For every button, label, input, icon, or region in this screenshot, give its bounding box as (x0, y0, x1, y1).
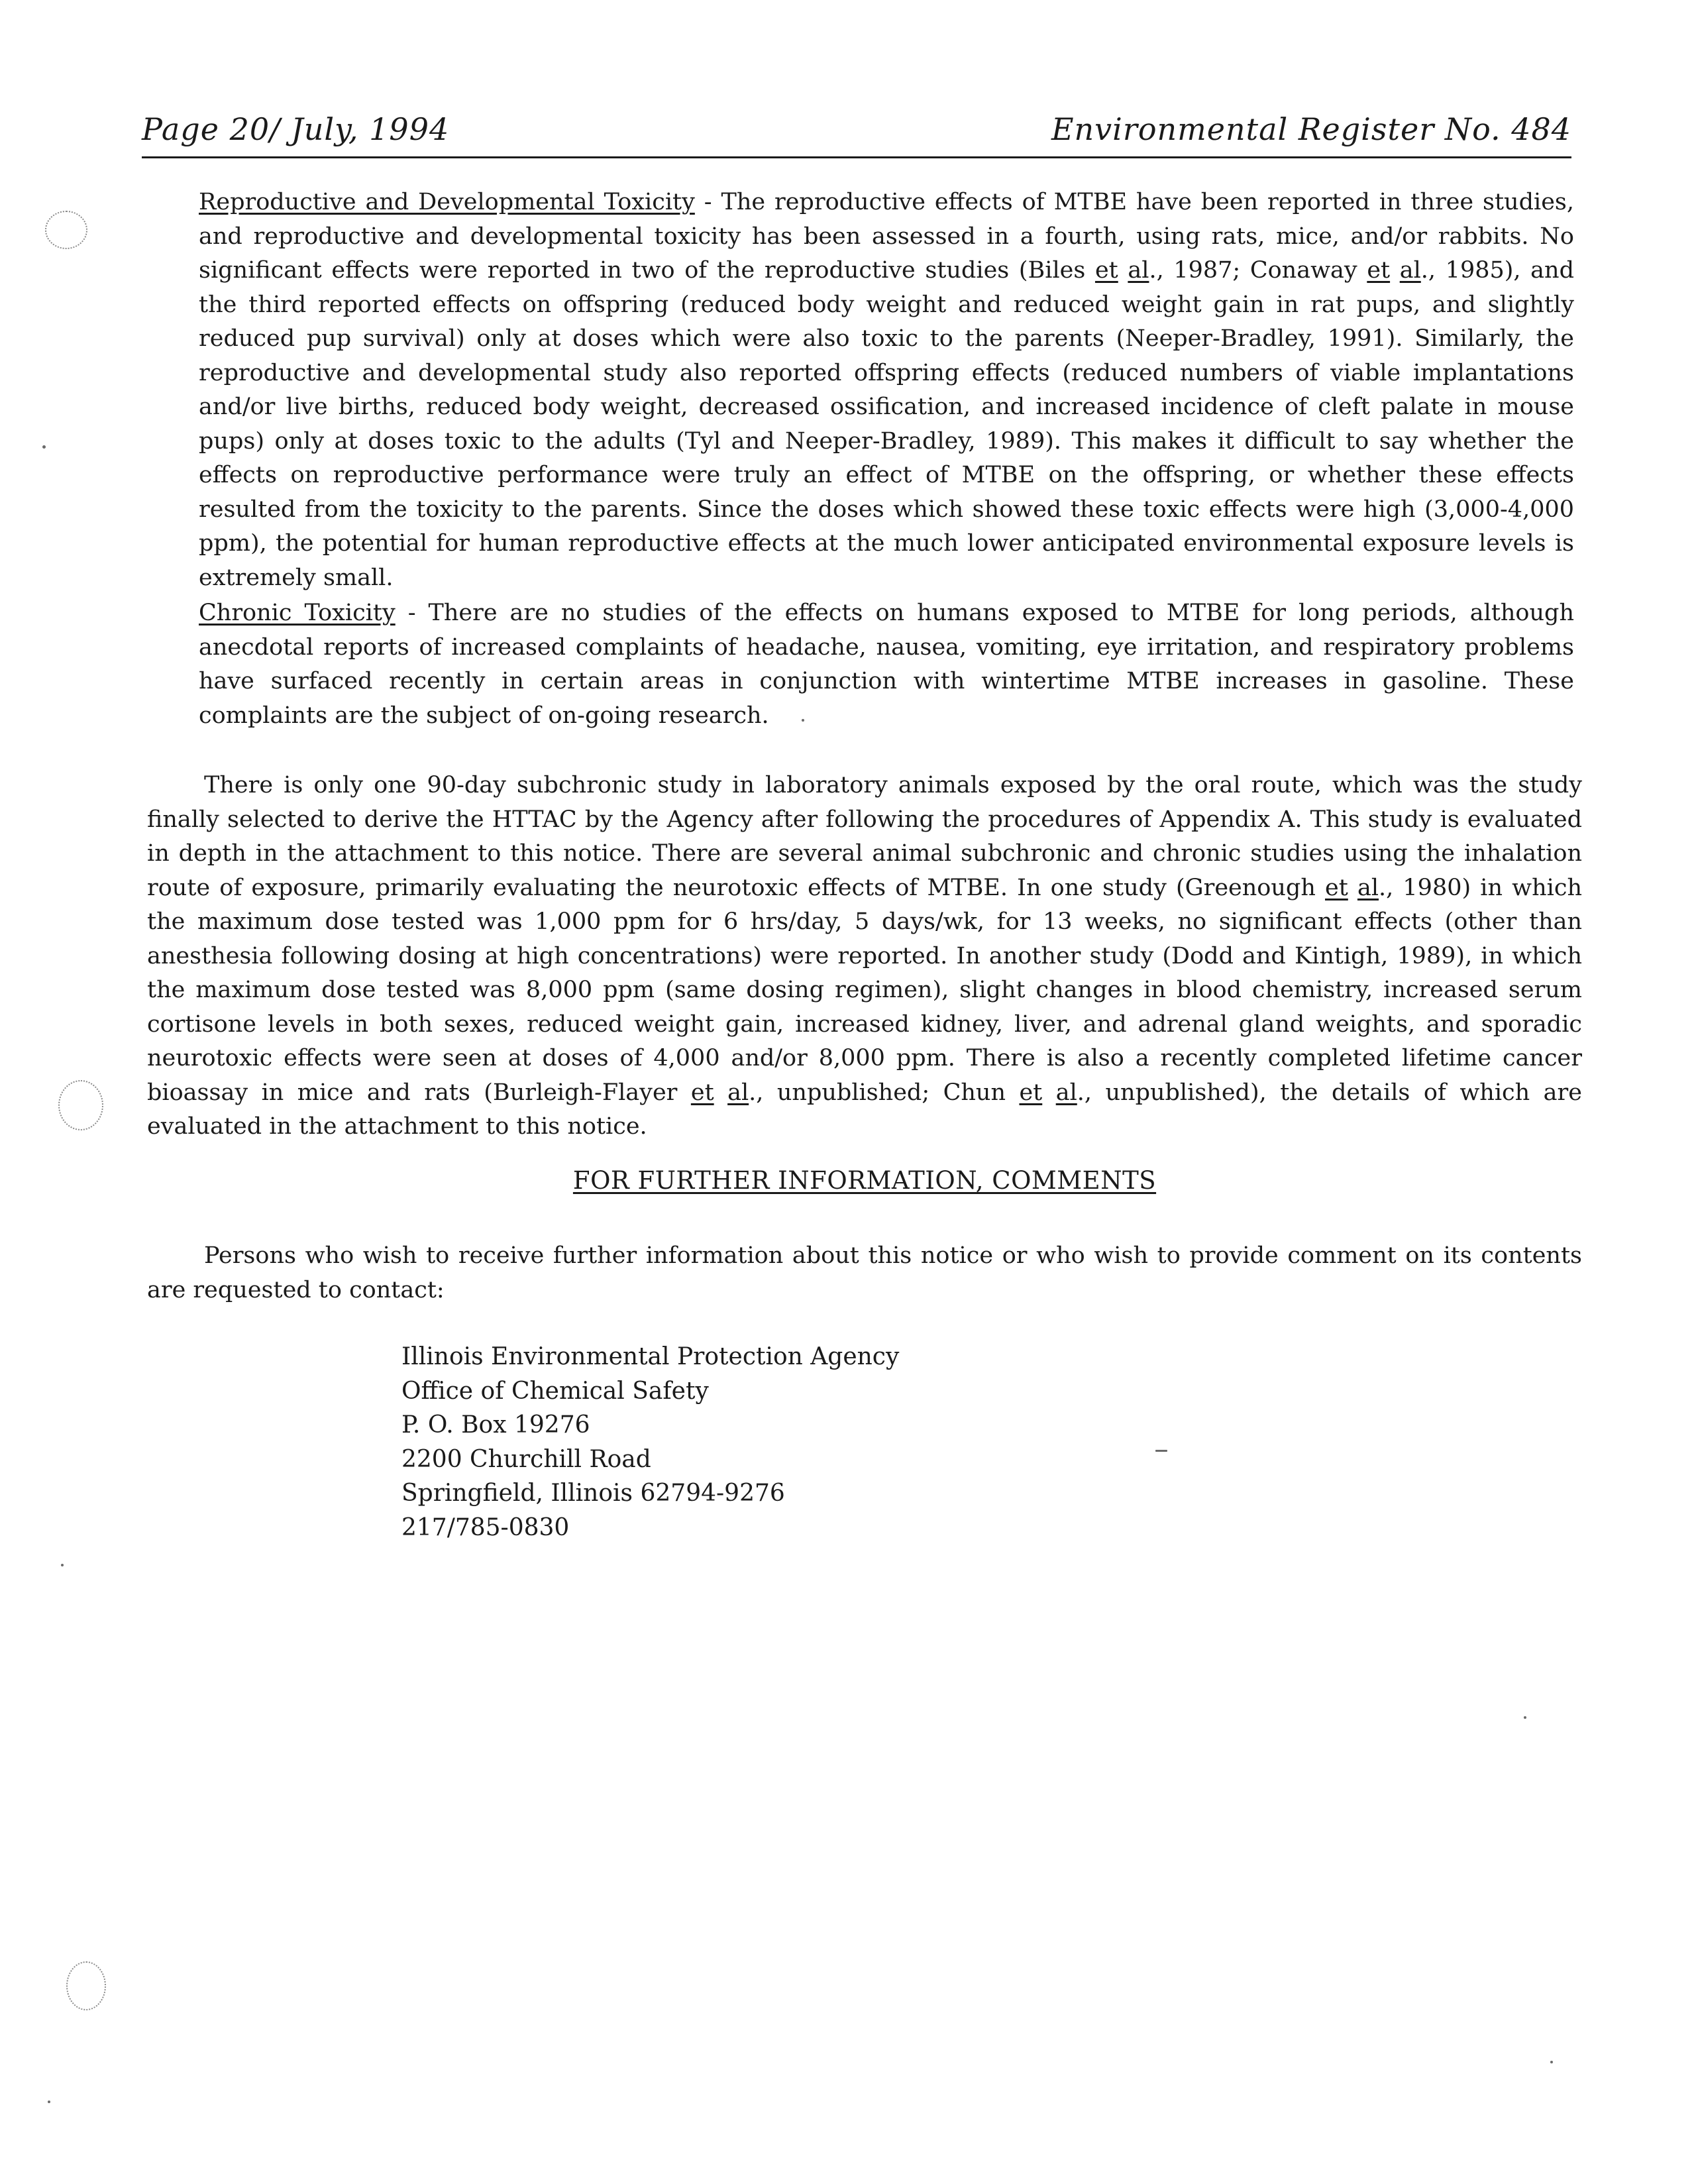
subchronic-text-1: There is only one 90-day subchronic study in laboratory animals exposed by the oral route, which was the study finally selected to derive the HTTAC by the Agency after following the procedures of Appendix A. This study is evaluated in depth in the attachment to this notice. There are several animal subchronic and chronic studies using the inhalation route of exposure, primarily evaluating the neurotoxic effects of MTBE. In one study (Greenough (147, 772, 1582, 901)
contact-address-block (401, 1340, 899, 1545)
scan-artifact (58, 1080, 103, 1130)
contact-request-paragraph: Persons who wish to receive further information about this notice or who wish to provide comment on its contents are requested to contact: (147, 1242, 1582, 1303)
et-al-al: al (1357, 874, 1379, 901)
et-al-et: et (1325, 874, 1348, 901)
scan-artifact (66, 1961, 106, 2010)
header-page-date: Page 20/ July, 1994 (142, 111, 450, 147)
scan-speck (802, 719, 804, 722)
reproductive-text-c: ., 1985), and the third reported effects on offspring (reduced body weight and reduced weight gain in rat pups, and slightly reduced pup survival) only at doses which were also toxic to the parents (Neeper-Bradley, 1991). Similarly, the reproductive and developmental study also reported offspring effects (reduced numbers of viable implantations and/or live births, reduced body weight, decreased ossification, and increased incidence of cleft palate in mouse pups) only at doses toxic to the adults (Tyl and Neeper-Bradley, 1989). This makes it difficult to say whether the effects on reproductive performance were truly an effect of MTBE on the offspring, or whether these effects resulted from the toxicity to the parents. Since the doses which showed these toxic effects were high (3,000-4,000 ppm), the potential for human reproductive effects at the much lower anticipated environmental exposure levels is extremely small. (199, 257, 1574, 591)
chronic-text: - There are no studies of the effects on humans exposed to MTBE for long periods, although anecdotal reports of increased complaints of headache, nausea, vomiting, eye irritation, and respiratory problems have surfaced recently in certain areas in conjunction with wintertime MTBE increases in gasoline. These complaints are the subject of on-going research. (199, 600, 1574, 729)
scan-speck (1155, 1450, 1167, 1452)
address-line: Illinois Environmental Protection Agency (401, 1343, 900, 1370)
scan-artifact (45, 211, 87, 249)
et-al-et: et (1367, 257, 1391, 284)
et-al-et: et (1019, 1079, 1043, 1106)
subchronic-text-2: ., 1980) in which the maximum dose tested was 1,000 ppm for 6 hrs/day, 5 days/wk, for 13 weeks, no significant effects (other than anesthesia following dosing at high concentrations) were reported. In another study (Dodd and Kintigh, 1989), in which the maximum dose tested was 8,000 ppm (same dosing regimen), slight changes in blood chemistry, increased serum cortisone levels in both sexes, reduced weight gain, increased kidney, liver, and adrenal gland weights, and sporadic neurotoxic effects were seen at doses of 4,000 and/or 8,000 ppm. There is also a recently completed lifetime cancer bioassay in mice and rats (Burleigh-Flayer (147, 874, 1582, 1106)
subchronic-text-4: ., unpublished), the details of which are evaluated in the attachment to this notice. (147, 1079, 1582, 1140)
scan-speck (1550, 2061, 1553, 2063)
et-al-al: al (1399, 257, 1421, 284)
et-al-et: et (1094, 257, 1118, 284)
address-line: Office of Chemical Safety (401, 1377, 709, 1405)
reproductive-toxicity-heading: Reproductive and Developmental Toxicity (199, 189, 695, 215)
further-information-heading: FOR FURTHER INFORMATION, COMMENTS (572, 1166, 1157, 1195)
scan-speck (48, 2101, 50, 2103)
address-phone: 217/785-0830 (401, 1513, 570, 1541)
scan-speck (61, 1564, 64, 1566)
header-register-number: Environmental Register No. 484 (1051, 111, 1571, 147)
chronic-toxicity-paragraph (199, 596, 1574, 733)
reproductive-toxicity-paragraph (199, 186, 1574, 595)
chronic-toxicity-heading: Chronic Toxicity (199, 600, 396, 626)
scan-speck (42, 445, 46, 449)
page-header (142, 106, 1571, 159)
et-al-et: et (690, 1079, 714, 1106)
subchronic-text-3: ., unpublished; Chun (749, 1079, 1020, 1106)
address-line: P. O. Box 19276 (401, 1411, 590, 1439)
reproductive-text: - The reproductive effects of MTBE have been reported in three studies, and reproductive and developmental toxicity has been assessed in a fourth, using rats, mice, and/or rabbits. No significant effects were reported in two of the reproductive studies (Biles (199, 189, 1574, 284)
scan-speck (1524, 1716, 1526, 1719)
et-al-al: al (1128, 257, 1149, 284)
address-line: Springfield, Illinois 62794-9276 (401, 1480, 785, 1507)
et-al-al: al (727, 1079, 749, 1106)
address-line: 2200 Churchill Road (401, 1445, 651, 1473)
subchronic-studies-paragraph (147, 769, 1582, 1144)
header-rule (142, 156, 1571, 158)
et-al-al: al (1055, 1079, 1077, 1106)
reproductive-text-b: ., 1987; Conaway (1149, 257, 1367, 284)
